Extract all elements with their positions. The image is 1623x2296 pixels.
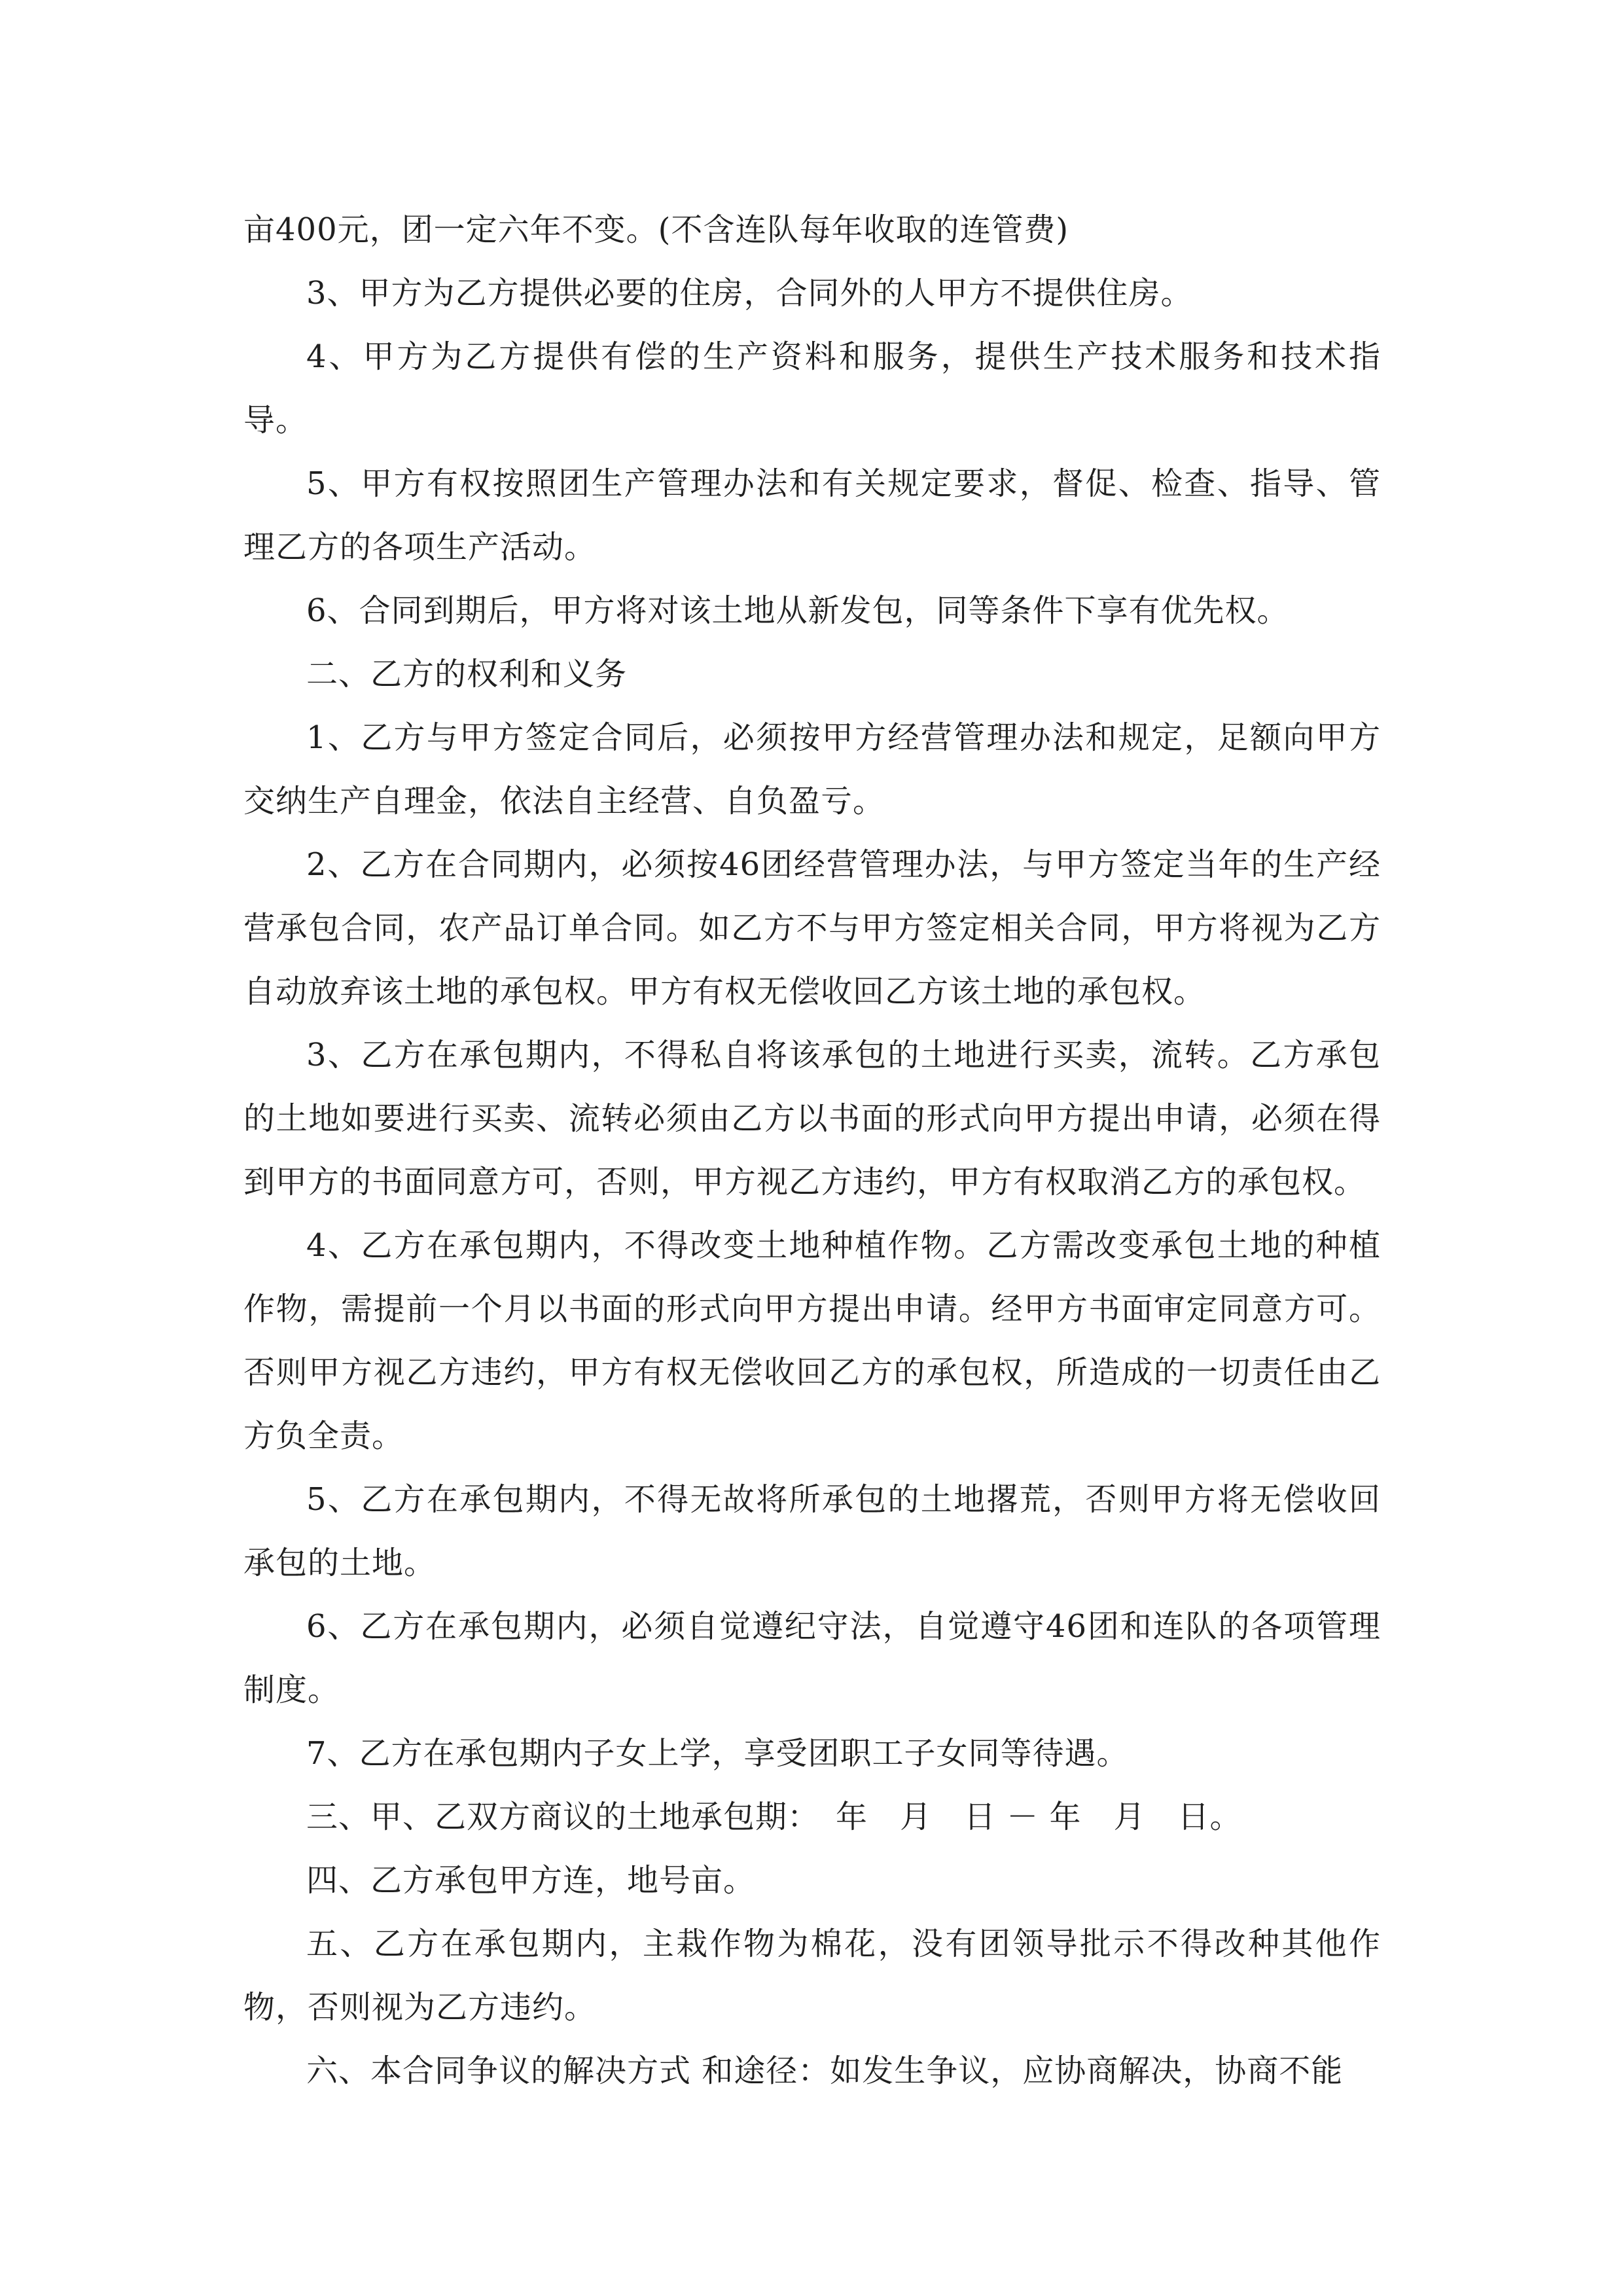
section-6: 六、本合同争议的解决方式 和途径：如发生争议，应协商解决，协商不能 bbox=[306, 2053, 1344, 2089]
section-4: 四、乙方承包甲方连，地号亩。 bbox=[306, 1862, 756, 1899]
section-5: 五、乙方在承包期内，主栽作物为棉花，没有团领导批示不得改种其他作物，否则视为乙方违约。 bbox=[243, 1926, 1381, 2026]
document-body bbox=[243, 198, 1381, 2103]
section-heading-2: 二、乙方的权利和义务 bbox=[306, 656, 628, 692]
paragraph-12: 6、乙方在承包期内，必须自觉遵纪守法，自觉遵守46团和连队的各项管理制度。 bbox=[243, 1608, 1381, 1708]
paragraph-2: 3、甲方为乙方提供必要的住房，合同外的人甲方不提供住房。 bbox=[306, 275, 1193, 312]
paragraph-9: 3、乙方在承包期内，不得私自将该承包的土地进行买卖，流转。乙方承包的土地如要进行买卖、流转必须由乙方以书面的形式向甲方提出申请，必须在得到甲方的书面同意方可，否则，甲方视乙方违约，甲方有权取消乙方的承包权。 bbox=[243, 1037, 1381, 1200]
paragraph-10: 4、乙方在承包期内，不得改变土地种植作物。乙方需改变承包土地的种植作物，需提前一个月以书面的形式向甲方提出申请。经甲方书面审定同意方可。否则甲方视乙方违约，甲方有权无偿收回乙方的承包权，所造成的一切责任由乙方负全责。 bbox=[243, 1227, 1381, 1454]
paragraph-8: 2、乙方在合同期内，必须按46团经营管理办法，与甲方签定当年的生产经营承包合同，农产品订单合同。如乙方不与甲方签定相关合同，甲方将视为乙方自动放弃该土地的承包权。甲方有权无偿收回乙方该土地的承包权。 bbox=[243, 846, 1381, 1010]
paragraph-13: 7、乙方在承包期内子女上学，享受团职工子女同等待遇。 bbox=[306, 1735, 1129, 1772]
paragraph-7: 1、乙方与甲方签定合同后，必须按甲方经营管理办法和规定，足额向甲方交纳生产自理金，依法自主经营、自负盈亏。 bbox=[243, 719, 1381, 819]
paragraph-5: 6、合同到期后，甲方将对该土地从新发包，同等条件下享有优先权。 bbox=[306, 592, 1289, 629]
section-3: 三、甲、乙双方商议的土地承包期： 年 月 日 － 年 月 日。 bbox=[306, 1799, 1242, 1835]
paragraph-1: 亩400元，团一定六年不变。(不含连队每年收取的连管费) bbox=[243, 211, 1069, 248]
paragraph-11: 5、乙方在承包期内，不得无故将所承包的土地撂荒，否则甲方将无偿收回承包的土地。 bbox=[243, 1481, 1381, 1581]
paragraph-4: 5、甲方有权按照团生产管理办法和有关规定要求，督促、检查、指导、管理乙方的各项生产活动。 bbox=[243, 465, 1381, 565]
paragraph-3: 4、甲方为乙方提供有偿的生产资料和服务，提供生产技术服务和技术指导。 bbox=[243, 338, 1381, 439]
